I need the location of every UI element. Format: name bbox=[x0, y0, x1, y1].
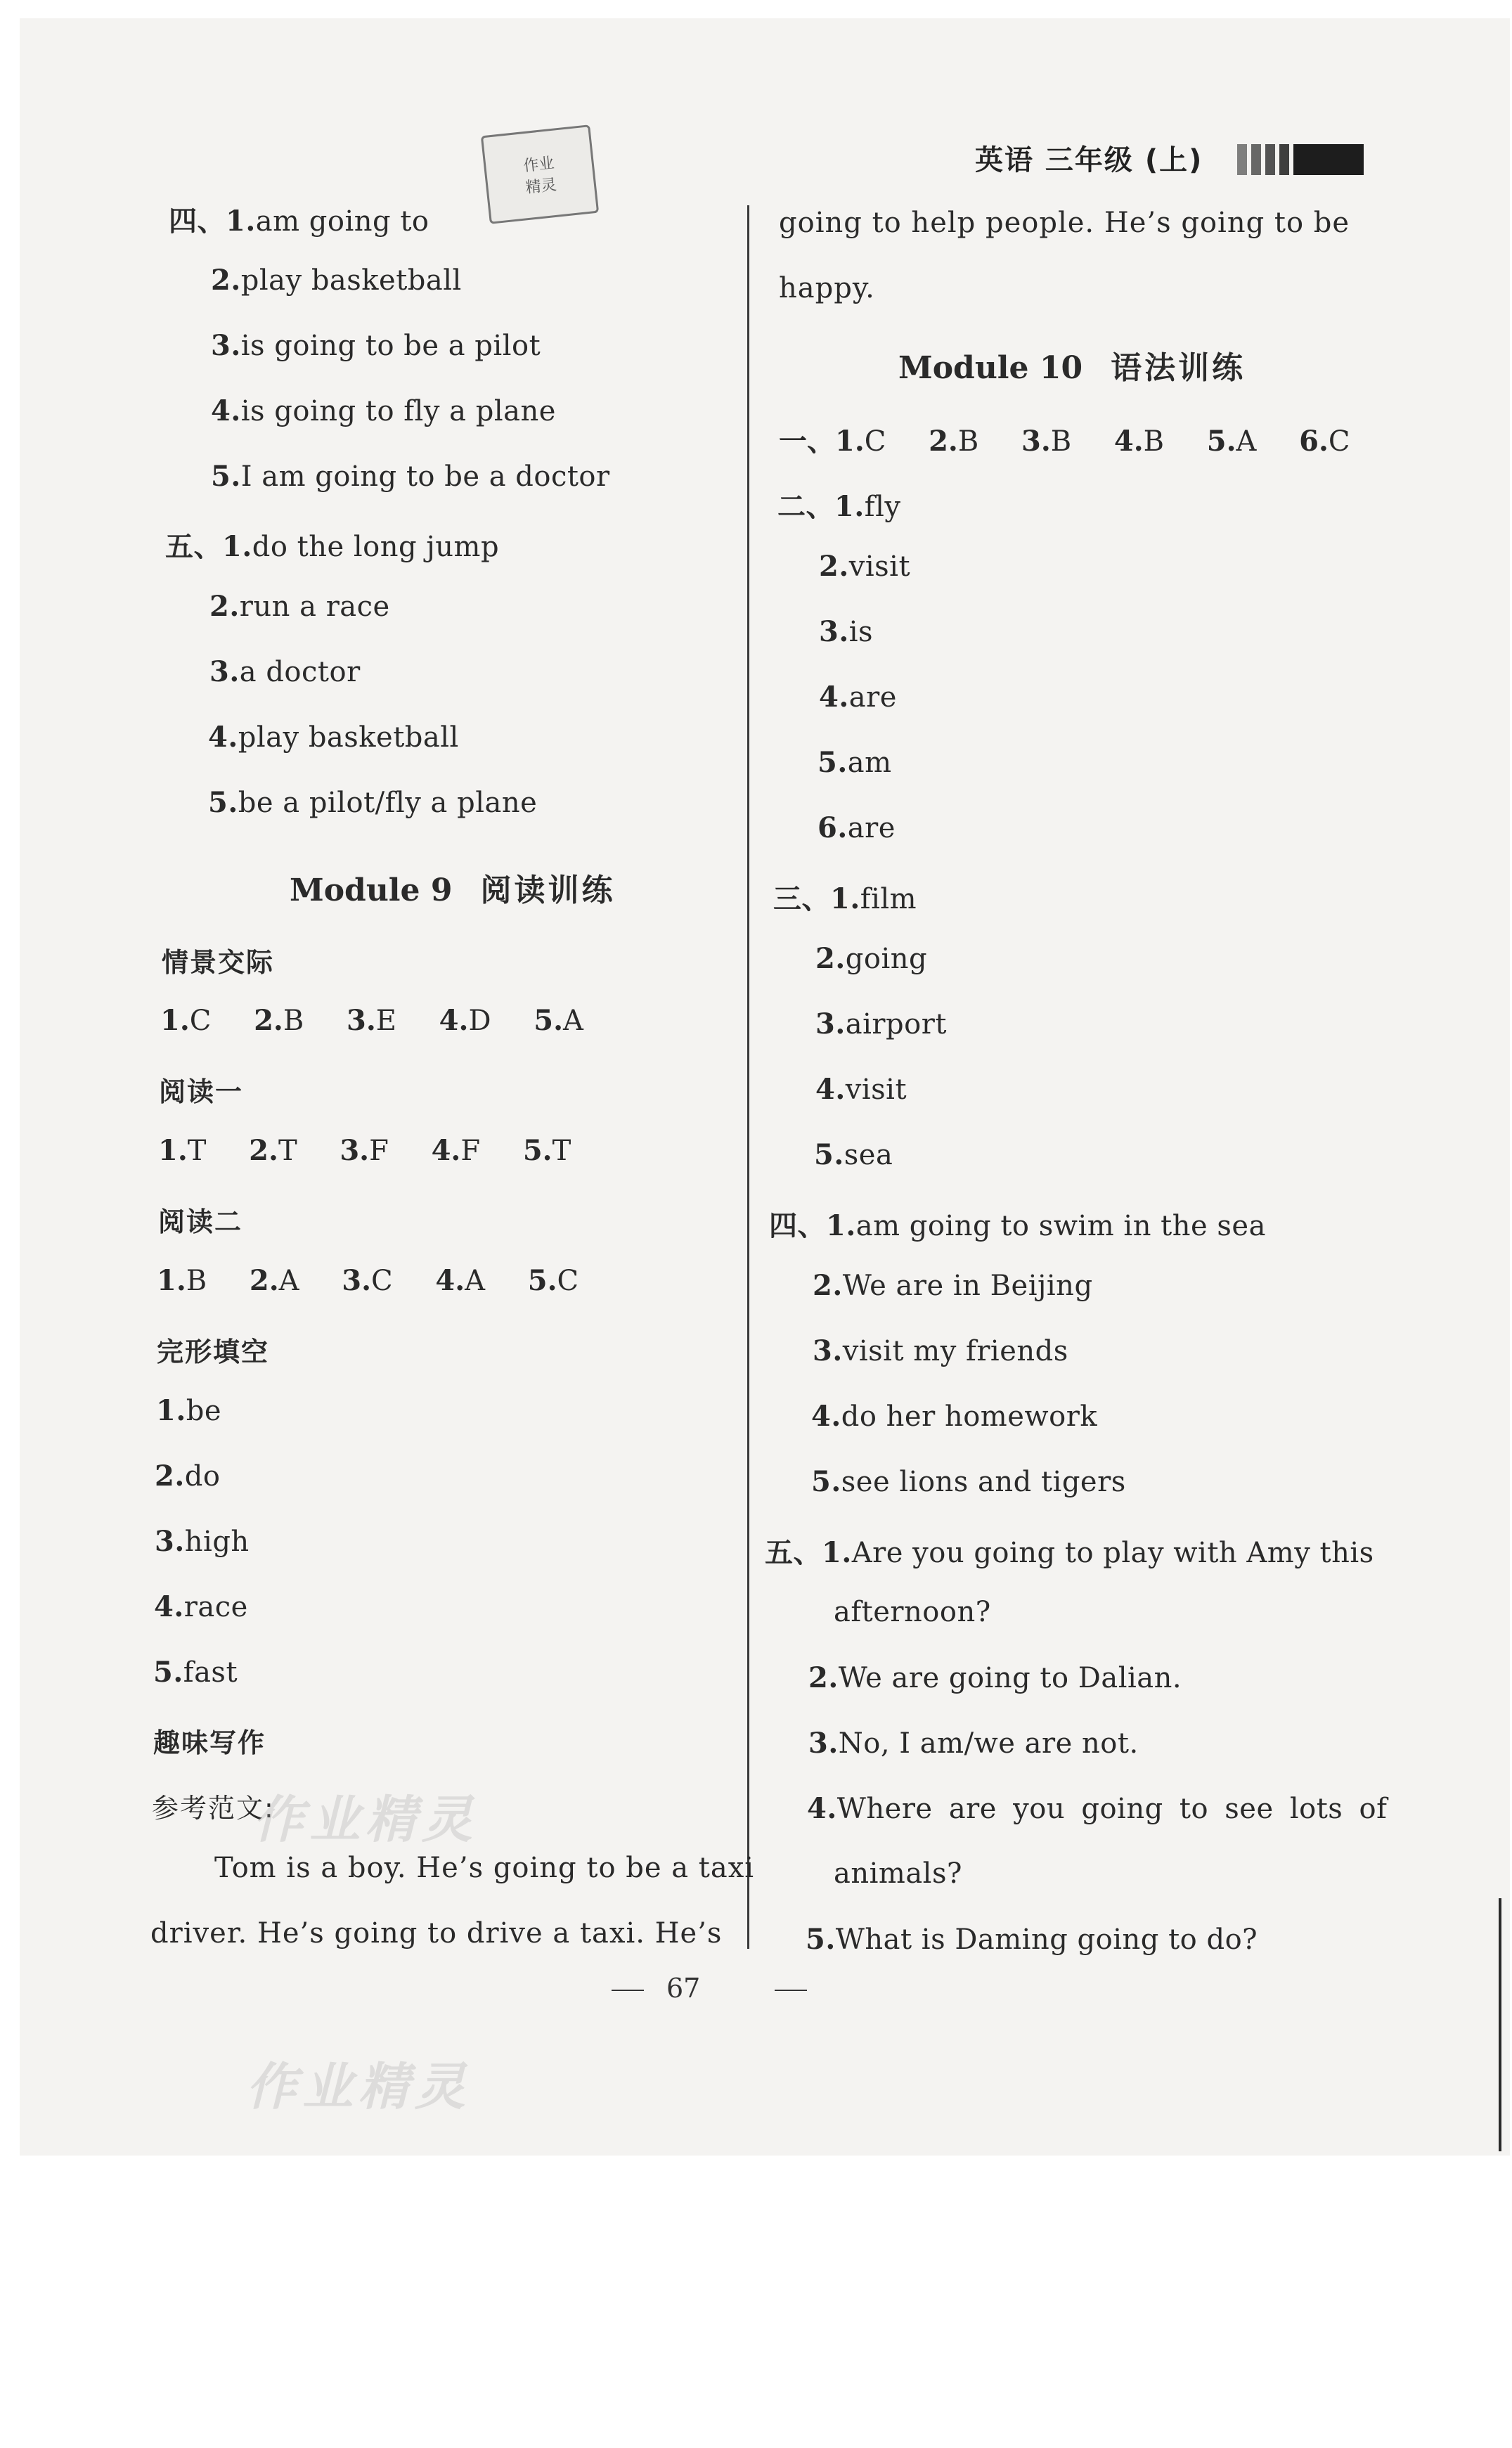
item-number: 6. bbox=[818, 811, 848, 844]
item-number: 1. bbox=[830, 882, 860, 915]
item-number: 3. bbox=[808, 1727, 839, 1760]
item-number: 2. bbox=[815, 942, 846, 975]
heading-writing: 趣味写作 bbox=[153, 1727, 266, 1758]
watermark: 作业精灵 bbox=[253, 1790, 479, 1849]
wanxing-item-4 bbox=[154, 1590, 248, 1623]
module-9-title bbox=[290, 865, 615, 910]
right-sec5-item-1-cont: afternoon? bbox=[834, 1596, 991, 1628]
answer-value: C bbox=[189, 1005, 212, 1037]
item-text: play basketball bbox=[240, 264, 462, 297]
wanxing-item-1 bbox=[156, 1394, 221, 1427]
right-sec5-item-4 bbox=[807, 1792, 1387, 1825]
item-text: be bbox=[186, 1395, 222, 1427]
answer-number: 5. bbox=[1206, 425, 1236, 458]
answer-number: 3. bbox=[346, 1004, 376, 1037]
answer-number: 1. bbox=[835, 425, 865, 458]
item-text: sea bbox=[844, 1139, 893, 1171]
right-sec3-item-2 bbox=[815, 942, 927, 975]
left-sec4-item-5 bbox=[211, 460, 610, 493]
item-number: 4. bbox=[811, 1400, 841, 1433]
answer-number: 1. bbox=[158, 1134, 188, 1167]
item-number: 5. bbox=[806, 1923, 836, 1956]
module-subtitle-text: 阅读训练 bbox=[480, 872, 616, 908]
right-sec3-item-3 bbox=[815, 1007, 947, 1041]
item-text: are bbox=[847, 812, 896, 844]
module-subtitle-text: 语法训练 bbox=[1111, 350, 1246, 386]
answer-number: 3. bbox=[1021, 425, 1051, 458]
answer-value: A bbox=[563, 1005, 583, 1037]
item-number: 1. bbox=[834, 490, 865, 523]
item-number: 5. bbox=[811, 1465, 841, 1498]
module-title-text: Module 9 bbox=[290, 872, 453, 908]
section-prefix: 二、 bbox=[777, 491, 834, 523]
item-number: 5. bbox=[814, 1138, 844, 1171]
item-number: 4. bbox=[819, 681, 849, 714]
right-sec4-item-4 bbox=[811, 1400, 1097, 1433]
right-sec4-item-5 bbox=[811, 1465, 1126, 1498]
answer-value: C bbox=[864, 425, 886, 458]
item-text: fast bbox=[183, 1656, 238, 1689]
header-bar bbox=[1251, 144, 1261, 175]
item-number: 3. bbox=[209, 655, 240, 688]
answer-number: 2. bbox=[254, 1004, 283, 1037]
left-sec5-item-5 bbox=[208, 786, 537, 819]
page-number-dash-left bbox=[612, 1990, 644, 1991]
stamp-line-2: 精灵 bbox=[524, 176, 558, 198]
right-sec5-item-3 bbox=[808, 1727, 1139, 1760]
section-prefix: 三、 bbox=[773, 883, 830, 915]
heading-qingjing: 情景交际 bbox=[162, 947, 275, 978]
item-text: run a race bbox=[239, 591, 390, 623]
item-number: 1. bbox=[826, 1209, 856, 1242]
item-number: 3. bbox=[155, 1525, 185, 1558]
answer-number: 2. bbox=[249, 1134, 278, 1167]
right-sec4-item-1 bbox=[769, 1204, 1266, 1244]
answer-value: B bbox=[1050, 425, 1072, 458]
left-sec4-item-4 bbox=[211, 394, 556, 427]
item-text: are bbox=[848, 681, 897, 714]
left-sec4-item-2 bbox=[211, 264, 462, 297]
answer-value: B bbox=[957, 425, 979, 458]
item-number: 4. bbox=[815, 1073, 846, 1106]
answer-number: 3. bbox=[340, 1134, 370, 1167]
answer-number: 2. bbox=[249, 1264, 279, 1297]
page-edge-line bbox=[1499, 1898, 1501, 2151]
answer-value: A bbox=[278, 1265, 299, 1297]
page-number: 67 bbox=[666, 1973, 701, 2004]
right-sec2-item-3 bbox=[819, 615, 873, 648]
item-number: 2. bbox=[209, 590, 240, 623]
right-sec3-item-1 bbox=[773, 877, 917, 917]
left-sec5-item-3 bbox=[209, 655, 361, 688]
item-number: 5. bbox=[211, 460, 241, 493]
section-prefix: 五、 bbox=[765, 1537, 822, 1569]
answer-number: 4. bbox=[439, 1004, 469, 1037]
item-text: do her homework bbox=[841, 1400, 1098, 1433]
page-number-dash-right bbox=[775, 1990, 807, 1991]
section-prefix: 四、 bbox=[769, 1210, 826, 1242]
stamp-line-1: 作业 bbox=[522, 154, 555, 176]
item-text: visit my friends bbox=[842, 1335, 1068, 1367]
item-text: race bbox=[183, 1591, 248, 1623]
left-sec5-item-1 bbox=[165, 524, 499, 565]
left-sec5-item-4 bbox=[208, 721, 459, 754]
answer-value: T bbox=[278, 1135, 297, 1167]
item-text: visit bbox=[848, 550, 911, 583]
item-text: Are you going to play with Amy this bbox=[851, 1537, 1374, 1569]
item-number: 1. bbox=[222, 530, 252, 563]
right-sec2-item-6 bbox=[818, 811, 896, 844]
answer-number: 4. bbox=[431, 1134, 461, 1167]
item-text: We are in Beijing bbox=[842, 1270, 1093, 1302]
section-prefix: 五、 bbox=[165, 531, 222, 563]
item-text: We are going to Dalian. bbox=[838, 1662, 1182, 1694]
heading-yuedu-1: 阅读一 bbox=[159, 1076, 244, 1107]
answer-number: 4. bbox=[435, 1264, 465, 1297]
answer-value: F bbox=[460, 1135, 481, 1167]
header-bar bbox=[1293, 144, 1364, 175]
column-divider bbox=[747, 205, 749, 1949]
item-number: 3. bbox=[819, 615, 849, 648]
answer-number: 5. bbox=[527, 1264, 557, 1297]
item-number: 2. bbox=[813, 1269, 843, 1302]
answers-yuedu-2 bbox=[157, 1264, 579, 1297]
item-text: No, I am/we are not. bbox=[838, 1727, 1139, 1760]
essay-line-3: going to help people. He’s going to be bbox=[779, 207, 1350, 239]
item-text: Where are you going to see lots of bbox=[836, 1793, 1388, 1825]
item-text: am going to swim in the sea bbox=[855, 1210, 1266, 1242]
section-prefix: 四、 bbox=[169, 205, 226, 238]
item-number: 4. bbox=[807, 1792, 837, 1825]
right-sec5-item-1 bbox=[765, 1531, 1374, 1571]
right-sec2-item-4 bbox=[819, 681, 897, 714]
item-text: do the long jump bbox=[252, 531, 500, 563]
item-text: airport bbox=[845, 1008, 947, 1041]
item-number: 2. bbox=[819, 550, 849, 583]
right-sec5-item-2 bbox=[808, 1661, 1182, 1694]
left-sec4-item-3 bbox=[211, 329, 541, 362]
essay-line-1: Tom is a boy. He’s going to be a taxi bbox=[214, 1852, 755, 1884]
heading-wanxing: 完形填空 bbox=[157, 1336, 270, 1367]
answer-value: F bbox=[369, 1135, 389, 1167]
item-number: 1. bbox=[226, 205, 256, 238]
right-sec4-item-3 bbox=[813, 1334, 1068, 1367]
item-number: 2. bbox=[211, 264, 241, 297]
answers-yuedu-1 bbox=[158, 1134, 571, 1167]
item-text: am going to bbox=[255, 205, 429, 238]
item-text: film bbox=[860, 883, 917, 915]
answer-value: A bbox=[465, 1265, 486, 1297]
item-text: play basketball bbox=[238, 721, 459, 754]
item-number: 4. bbox=[211, 394, 241, 427]
item-number: 3. bbox=[815, 1007, 846, 1041]
answer-number: 1. bbox=[157, 1264, 186, 1297]
right-sec5-item-4-cont: animals? bbox=[834, 1857, 962, 1890]
item-text: is going to fly a plane bbox=[240, 395, 556, 427]
item-number: 3. bbox=[211, 329, 241, 362]
item-number: 2. bbox=[155, 1460, 185, 1493]
right-sec2-item-5 bbox=[818, 746, 892, 779]
wanxing-item-3 bbox=[155, 1525, 250, 1558]
wanxing-item-2 bbox=[155, 1460, 220, 1493]
answer-number: 5. bbox=[522, 1134, 553, 1167]
section-prefix: 一、 bbox=[779, 425, 835, 458]
answer-number: 5. bbox=[534, 1004, 563, 1037]
item-text: I am going to be a doctor bbox=[240, 460, 610, 493]
answer-number: 6. bbox=[1299, 425, 1329, 458]
answer-value: C bbox=[557, 1265, 579, 1297]
page-header-title: 英语 三年级 (上) bbox=[975, 144, 1203, 176]
right-sec5-item-5 bbox=[806, 1923, 1258, 1956]
item-number: 4. bbox=[208, 721, 238, 754]
essay-line-4: happy. bbox=[779, 272, 875, 304]
item-text: a doctor bbox=[239, 656, 361, 688]
header-bar bbox=[1265, 144, 1275, 175]
header-bar bbox=[1279, 144, 1289, 175]
left-sec5-item-2 bbox=[209, 590, 390, 623]
item-number: 2. bbox=[808, 1661, 839, 1694]
item-text: is bbox=[848, 616, 874, 648]
watermark: 作业精灵 bbox=[246, 2057, 472, 2116]
wanxing-item-5 bbox=[153, 1656, 238, 1689]
left-sec4-item-1 bbox=[169, 199, 429, 239]
essay-line-2: driver. He’s going to drive a taxi. He’s bbox=[150, 1917, 723, 1950]
item-text: high bbox=[184, 1526, 250, 1558]
item-number: 4. bbox=[154, 1590, 184, 1623]
answer-value: B bbox=[1143, 425, 1165, 458]
answer-value: A bbox=[1236, 425, 1257, 458]
heading-yuedu-2: 阅读二 bbox=[158, 1206, 243, 1237]
answer-number: 1. bbox=[160, 1004, 190, 1037]
ref-essay-label: 参考范文: bbox=[152, 1793, 275, 1824]
answers-sec1 bbox=[779, 419, 1350, 459]
item-number: 5. bbox=[818, 746, 848, 779]
item-text: do bbox=[184, 1460, 221, 1493]
answer-value: B bbox=[186, 1265, 207, 1297]
item-text: visit bbox=[845, 1074, 907, 1106]
item-text: going bbox=[845, 943, 928, 975]
item-text: is going to be a pilot bbox=[240, 330, 541, 362]
module-title-text: Module 10 bbox=[898, 350, 1083, 386]
answer-number: 3. bbox=[342, 1264, 372, 1297]
item-number: 1. bbox=[822, 1536, 852, 1569]
item-number: 3. bbox=[813, 1334, 843, 1367]
answer-value: D bbox=[468, 1005, 491, 1037]
answer-number: 2. bbox=[929, 425, 958, 458]
item-text: What is Daming going to do? bbox=[835, 1924, 1258, 1956]
answer-value: C bbox=[371, 1265, 393, 1297]
module-10-title bbox=[898, 342, 1246, 387]
answers-qingjing bbox=[160, 1004, 583, 1037]
answer-value: B bbox=[283, 1005, 304, 1037]
answer-value: E bbox=[375, 1005, 396, 1037]
answer-value: T bbox=[187, 1135, 207, 1167]
right-sec2-item-1 bbox=[777, 484, 900, 524]
right-sec3-item-5 bbox=[814, 1138, 893, 1171]
answer-value: T bbox=[552, 1135, 571, 1167]
item-text: fly bbox=[864, 491, 901, 523]
right-sec2-item-2 bbox=[819, 550, 910, 583]
right-sec4-item-2 bbox=[813, 1269, 1093, 1302]
item-number: 1. bbox=[156, 1394, 186, 1427]
answer-value: C bbox=[1328, 425, 1350, 458]
item-text: be a pilot/fly a plane bbox=[238, 787, 538, 819]
item-number: 5. bbox=[208, 786, 238, 819]
item-number: 5. bbox=[153, 1656, 183, 1689]
item-text: am bbox=[847, 747, 892, 779]
header-bar bbox=[1237, 144, 1247, 175]
right-sec3-item-4 bbox=[815, 1073, 907, 1106]
answer-number: 4. bbox=[1113, 425, 1144, 458]
item-text: see lions and tigers bbox=[841, 1466, 1126, 1498]
stamp-logo bbox=[481, 124, 599, 224]
